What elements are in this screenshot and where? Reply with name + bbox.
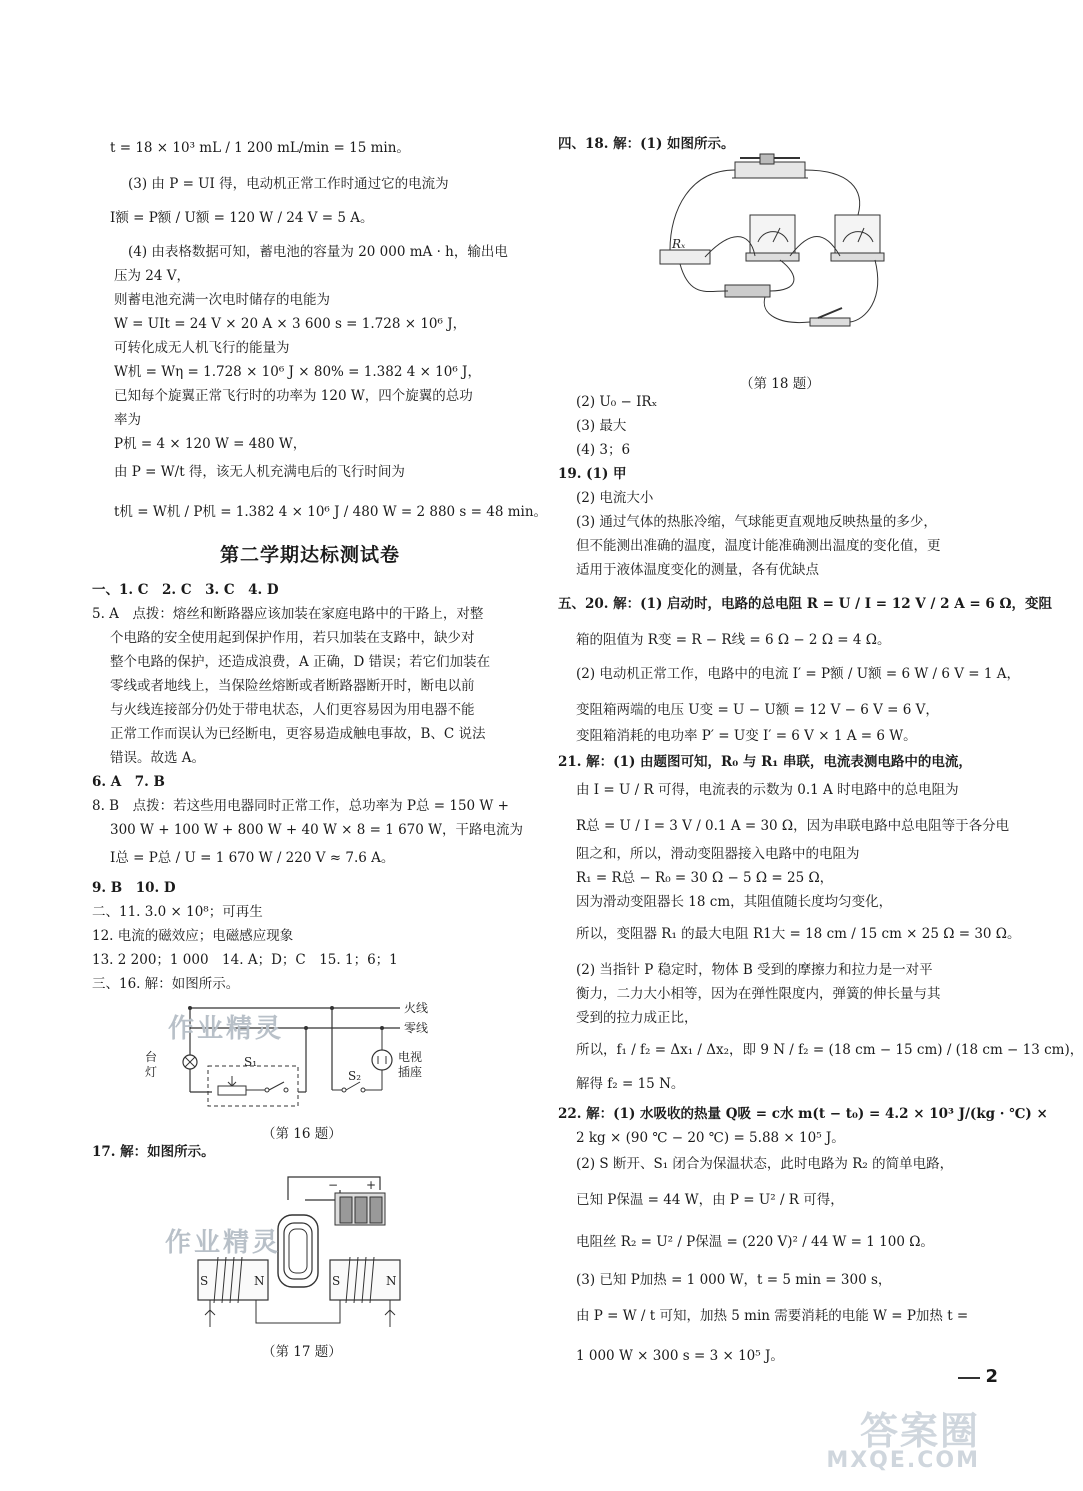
answer-line: 个电路的安全使用起到保护作用，若只加装在支路中，缺少对: [110, 630, 475, 646]
text-line: P机 = 4 × 120 W = 480 W，: [114, 436, 307, 452]
text-line: 21. 解：(1) 由题图可知，R₀ 与 R₁ 串联，电流表测电路中的电流，: [558, 754, 972, 770]
text-line: W机 = Wη = 1.728 × 10⁶ J × 80% = 1.382 4 × 10⁶ J，: [114, 364, 481, 380]
text-line: 适用于液体温度变化的测量，各有优缺点: [576, 562, 819, 578]
text-line: 1 000 W × 300 s = 3 × 10⁵ J。: [576, 1348, 784, 1364]
s1-label: S₁: [244, 1055, 258, 1069]
answer-line: 6. A 7. B: [92, 774, 165, 790]
figure-18-apparatus: [650, 150, 890, 350]
answer-line: 整个电路的保护，还造成浪费，A 正确，D 错误；若它们加装在: [110, 654, 491, 670]
text-line: 解得 f₂ = 15 N。: [576, 1076, 685, 1092]
text-line: (3) 通过气体的热胀冷缩，气球能更直观地反映热量的多少，: [576, 514, 937, 530]
text-line: R₁ = R总 − R₀ = 30 Ω − 5 Ω = 25 Ω，: [576, 870, 834, 886]
figure-18-caption: （第 18 题）: [740, 376, 820, 392]
text-line: 22. 解：(1) 水吸收的热量 Q吸 = c水 m(t − t₀) = 4.2 × 10³ J/(kg · ℃) ×: [558, 1106, 1048, 1122]
text-line: 电阻丝 R₂ = U² / P保温 = (220 V)² / 44 W = 1 100 Ω。: [576, 1234, 934, 1250]
text-line: (2) 电流大小: [576, 490, 654, 506]
answer-line: 12. 电流的磁效应；电磁感应现象: [92, 928, 294, 944]
page-number-dash: [958, 1377, 980, 1379]
answer-line: 9. B 10. D: [92, 880, 176, 896]
watermark-url: MXQE.COM: [826, 1448, 980, 1473]
rx-label: Rₓ: [672, 237, 686, 251]
figure-16-caption: （第 16 题）: [262, 1126, 342, 1142]
text-line: I额 = P额 / U额 = 120 W / 24 V = 5 A。: [110, 210, 374, 226]
text-line: 率为: [114, 412, 141, 428]
text-line: (2) 当指针 P 稳定时，物体 B 受到的摩擦力和拉力是一对平: [576, 962, 933, 978]
text-line: 则蓄电池充满一次电时储存的电能为: [114, 292, 330, 308]
text-line: 变阻箱消耗的电功率 P′ = U变 I′ = 6 V × 1 A = 6 W。: [576, 728, 917, 744]
text-line: 由 P = W/t 得，该无人机充满电后的飞行时间为: [114, 464, 405, 480]
text-line: 但不能测出准确的温度，温度计能准确测出温度的变化值，更: [576, 538, 941, 554]
answer-line: 8. B 点拨：若这些用电器同时正常工作，总功率为 P总 = 150 W +: [92, 798, 509, 814]
section-title: 第二学期达标测试卷: [219, 544, 400, 566]
answer-line: 错误。故选 A。: [110, 750, 206, 766]
left-s-pole: S: [200, 1274, 209, 1288]
text-line: 箱的阻值为 R变 = R − R线 = 6 Ω − 2 Ω = 4 Ω。: [576, 632, 891, 648]
text-line: 所以，变阻器 R₁ 的最大电阻 R1大 = 18 cm / 15 cm × 25 Ω = 30 Ω。: [576, 926, 1021, 942]
left-n-pole: N: [254, 1274, 265, 1288]
text-line: 受到的拉力成正比，: [576, 1010, 698, 1026]
text-line: 已知每个旋翼正常飞行时的功率为 120 W，四个旋翼的总功: [114, 388, 473, 404]
answer-line: 5. A 点拨：熔丝和断路器应该加装在家庭电路中的干路上，对整: [92, 606, 484, 622]
text-line: 所以，f₁ / f₂ = Δx₁ / Δx₂，即 9 N / f₂ = (18 cm − 15 cm) / (18 cm − 13 cm)，: [576, 1042, 1083, 1058]
text-line: 五、20. 解：(1) 启动时，电路的总电阻 R = U / I = 12 V / 2 A = 6 Ω，变阻: [558, 596, 1052, 612]
text-line: 变阻箱两端的电压 U变 = U − U额 = 12 V − 6 V = 6 V，: [576, 702, 939, 718]
watermark-mid-1: 作业精灵: [168, 1014, 285, 1044]
answer-line: 一、1. C 2. C 3. C 4. D: [92, 582, 279, 598]
right-s-pole: S: [332, 1274, 341, 1288]
page-number: 2: [985, 1366, 998, 1387]
answer-line: 300 W + 100 W + 800 W + 40 W × 8 = 1 670 W，干路电流为: [110, 822, 524, 838]
text-line: (3) 最大: [576, 418, 627, 434]
neutral-wire-label: 零线: [404, 1021, 429, 1035]
right-n-pole: N: [386, 1274, 397, 1288]
battery-minus: −: [328, 1178, 339, 1192]
answer-line: 零线或者地线上，当保险丝熔断或者断路器断开时，断电以前: [110, 678, 475, 694]
watermark-text: 答案圈: [859, 1409, 980, 1453]
text-line: (2) U₀ − IRₓ: [576, 394, 658, 410]
text-line: 压为 24 V，: [114, 268, 191, 284]
q17-line: 17. 解：如图所示。: [92, 1144, 215, 1160]
figure-17-caption: （第 17 题）: [262, 1344, 342, 1360]
text-line: 因为滑动变阻器长 18 cm，其阻值随长度均匀变化，: [576, 894, 893, 910]
lamp-label: 台灯: [145, 1050, 158, 1079]
watermark-mid-2: 作业精灵: [165, 1228, 282, 1258]
text-line: (4) 3；6: [576, 442, 631, 458]
text-line: (3) 由 P = UI 得，电动机正常工作时通过它的电流为: [128, 176, 449, 192]
answer-line: I总 = P总 / U = 1 670 W / 220 V ≈ 7.6 A。: [110, 850, 395, 866]
tv-socket-label: 电视插座: [398, 1050, 423, 1079]
text-line: 由 P = W / t 可知，加热 5 min 需要消耗的电能 W = P加热 t =: [576, 1308, 969, 1324]
q18-line: 四、18. 解：(1) 如图所示。: [558, 136, 735, 152]
answer-line: 13. 2 200；1 000 14. A；D；C 15. 1；6；1: [92, 952, 398, 968]
text-line: t机 = W机 / P机 = 1.382 4 × 10⁶ J / 480 W = 2 880 s = 48 min。: [114, 504, 548, 520]
battery-plus: +: [366, 1178, 377, 1192]
text-line: (2) S 断开、S₁ 闭合为保温状态，此时电路为 R₂ 的简单电路，: [576, 1156, 954, 1172]
text-line: (4) 由表格数据可知，蓄电池的容量为 20 000 mA · h，输出电: [128, 244, 508, 260]
text-line: 由 I = U / R 可得，电流表的示数为 0.1 A 时电路中的总电阻为: [576, 782, 959, 798]
text-line: 已知 P保温 = 44 W，由 P = U² / R 可得，: [576, 1192, 844, 1208]
text-line: R总 = U / I = 3 V / 0.1 A = 30 Ω，因为串联电路中总电阻等于各分电: [576, 818, 1010, 834]
text-line: (2) 电动机正常工作，电路中的电流 I′ = P额 / U额 = 6 W / 6 V = 1 A，: [576, 666, 1021, 682]
s2-label: S₂: [348, 1069, 362, 1083]
text-line: t = 18 × 10³ mL / 1 200 mL/min = 15 min。: [110, 140, 410, 156]
text-line: 2 kg × (90 ℃ − 20 ℃) = 5.88 × 10⁵ J。: [576, 1130, 845, 1146]
answer-line: 与火线连接部分仍处于带电状态，人们更容易因为用电器不能: [110, 702, 475, 718]
answer-line: 正常工作而误认为已经断电，更容易造成触电事故，B、C 说法: [110, 726, 486, 742]
text-line: 19. (1) 甲: [558, 466, 627, 482]
text-line: 衡力，二力大小相等，因为在弹性限度内，弹簧的伸长量与其: [576, 986, 941, 1002]
text-line: (3) 已知 P加热 = 1 000 W，t = 5 min = 300 s，: [576, 1272, 892, 1288]
answer-line: 二、11. 3.0 × 10⁸；可再生: [92, 904, 263, 920]
text-line: W = UIt = 24 V × 20 A × 3 600 s = 1.728 × 10⁶ J，: [114, 316, 467, 332]
watermark-logo: [815, 1400, 980, 1475]
answer-line: 三、16. 解：如图所示。: [92, 976, 240, 992]
text-line: 可转化成无人机飞行的能量为: [114, 340, 290, 356]
live-wire-label: 火线: [404, 1001, 429, 1015]
text-line: 阻之和，所以，滑动变阻器接入电路中的电阻为: [576, 846, 860, 862]
